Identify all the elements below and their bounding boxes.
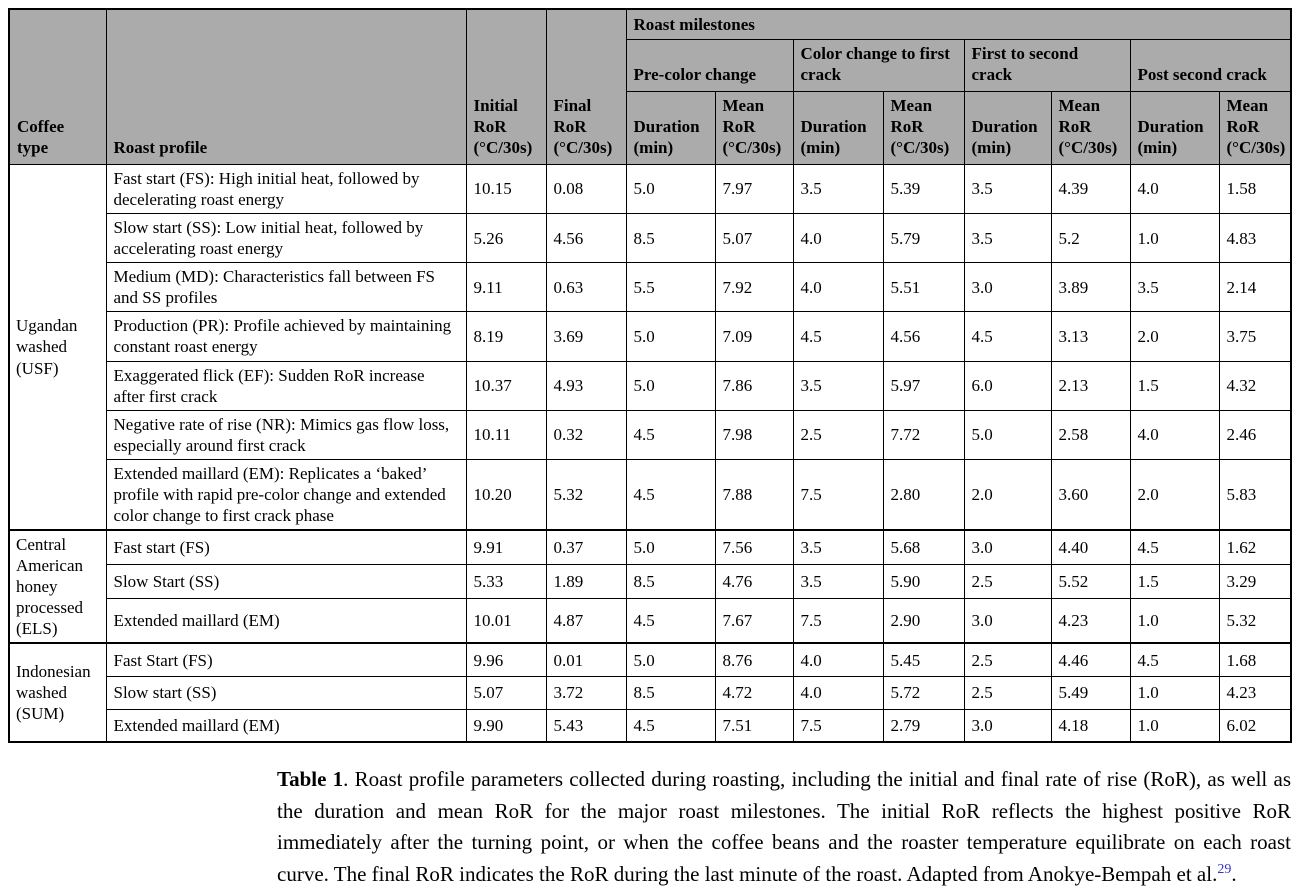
coffee-type-cell: Ugandan washed (USF) xyxy=(9,164,106,530)
value-cell: 0.63 xyxy=(546,263,626,312)
value-cell: 4.5 xyxy=(626,598,715,643)
value-cell: 4.32 xyxy=(1219,361,1291,410)
value-cell: 0.08 xyxy=(546,164,626,213)
coffee-type-cell: Indonesian washed (SUM) xyxy=(9,643,106,742)
value-cell: 0.37 xyxy=(546,530,626,564)
value-cell: 3.89 xyxy=(1051,263,1130,312)
value-cell: 1.0 xyxy=(1130,709,1219,742)
value-cell: 5.0 xyxy=(626,312,715,361)
value-cell: 2.5 xyxy=(964,643,1051,676)
roast-profile-cell: Fast start (FS) xyxy=(106,530,466,564)
roast-profile-cell: Medium (MD): Characteristics fall between FS and SS profiles xyxy=(106,263,466,312)
value-cell: 10.15 xyxy=(466,164,546,213)
table-row xyxy=(9,643,1291,676)
subcol-header-mean-ror: Mean RoR (°C/30s) xyxy=(715,91,793,164)
value-cell: 5.0 xyxy=(626,643,715,676)
header-roast-milestones: Roast milestones xyxy=(626,9,1291,39)
value-cell: 4.5 xyxy=(1130,530,1219,564)
value-cell: 1.68 xyxy=(1219,643,1291,676)
value-cell: 6.0 xyxy=(964,361,1051,410)
table-row xyxy=(9,263,1291,312)
value-cell: 5.0 xyxy=(964,410,1051,459)
table-row xyxy=(9,676,1291,709)
value-cell: 7.88 xyxy=(715,459,793,530)
roast-profile-cell: Exaggerated flick (EF): Sudden RoR increase after first crack xyxy=(106,361,466,410)
value-cell: 5.07 xyxy=(715,214,793,263)
col-header-final-ror: Final RoR (°C/30s) xyxy=(546,9,626,164)
value-cell: 3.5 xyxy=(964,214,1051,263)
value-cell: 5.68 xyxy=(883,530,964,564)
value-cell: 7.67 xyxy=(715,598,793,643)
phase-header-color-change-to-first-crack: Color change to first crack xyxy=(793,39,964,91)
roast-profile-cell: Extended maillard (EM) xyxy=(106,598,466,643)
value-cell: 4.0 xyxy=(793,214,883,263)
value-cell: 3.5 xyxy=(793,361,883,410)
subcol-header-duration: Duration (min) xyxy=(793,91,883,164)
value-cell: 7.5 xyxy=(793,709,883,742)
value-cell: 4.72 xyxy=(715,676,793,709)
value-cell: 7.09 xyxy=(715,312,793,361)
value-cell: 5.39 xyxy=(883,164,964,213)
value-cell: 3.13 xyxy=(1051,312,1130,361)
reference-link-29[interactable]: 29 xyxy=(1217,861,1232,877)
value-cell: 1.0 xyxy=(1130,598,1219,643)
table-row xyxy=(9,564,1291,598)
table-row xyxy=(9,214,1291,263)
subcol-header-mean-ror: Mean RoR (°C/30s) xyxy=(1219,91,1291,164)
value-cell: 7.86 xyxy=(715,361,793,410)
value-cell: 1.5 xyxy=(1130,564,1219,598)
value-cell: 4.0 xyxy=(793,676,883,709)
value-cell: 5.97 xyxy=(883,361,964,410)
value-cell: 4.0 xyxy=(1130,410,1219,459)
value-cell: 4.93 xyxy=(546,361,626,410)
value-cell: 3.60 xyxy=(1051,459,1130,530)
value-cell: 4.0 xyxy=(1130,164,1219,213)
roast-profile-cell: Production (PR): Profile achieved by maintaining constant roast energy xyxy=(106,312,466,361)
value-cell: 4.23 xyxy=(1051,598,1130,643)
value-cell: 1.0 xyxy=(1130,214,1219,263)
value-cell: 2.5 xyxy=(793,410,883,459)
subcol-header-mean-ror: Mean RoR (°C/30s) xyxy=(1051,91,1130,164)
value-cell: 1.0 xyxy=(1130,676,1219,709)
value-cell: 2.13 xyxy=(1051,361,1130,410)
col-header-roast-profile: Roast profile xyxy=(106,9,466,164)
value-cell: 5.43 xyxy=(546,709,626,742)
value-cell: 4.56 xyxy=(546,214,626,263)
value-cell: 1.62 xyxy=(1219,530,1291,564)
table-row xyxy=(9,709,1291,742)
value-cell: 4.40 xyxy=(1051,530,1130,564)
value-cell: 7.51 xyxy=(715,709,793,742)
value-cell: 8.19 xyxy=(466,312,546,361)
value-cell: 2.14 xyxy=(1219,263,1291,312)
value-cell: 5.26 xyxy=(466,214,546,263)
value-cell: 8.76 xyxy=(715,643,793,676)
value-cell: 5.83 xyxy=(1219,459,1291,530)
value-cell: 5.32 xyxy=(546,459,626,530)
value-cell: 4.18 xyxy=(1051,709,1130,742)
phase-header-first-to-second-crack: First to second crack xyxy=(964,39,1130,91)
value-cell: 7.56 xyxy=(715,530,793,564)
table-row xyxy=(9,530,1291,564)
value-cell: 3.0 xyxy=(964,530,1051,564)
value-cell: 5.0 xyxy=(626,164,715,213)
roast-profile-cell: Slow Start (SS) xyxy=(106,564,466,598)
value-cell: 2.80 xyxy=(883,459,964,530)
value-cell: 5.2 xyxy=(1051,214,1130,263)
value-cell: 7.98 xyxy=(715,410,793,459)
value-cell: 2.5 xyxy=(964,564,1051,598)
value-cell: 3.5 xyxy=(793,530,883,564)
value-cell: 3.69 xyxy=(546,312,626,361)
caption-final-period: . xyxy=(1231,861,1237,886)
value-cell: 9.11 xyxy=(466,263,546,312)
value-cell: 10.01 xyxy=(466,598,546,643)
value-cell: 10.20 xyxy=(466,459,546,530)
value-cell: 5.33 xyxy=(466,564,546,598)
value-cell: 4.0 xyxy=(793,263,883,312)
value-cell: 3.5 xyxy=(964,164,1051,213)
roast-profile-cell: Extended maillard (EM): Replicates a ‘baked’ profile with rapid pre-color change and extended color change to first crack phase xyxy=(106,459,466,530)
value-cell: 0.01 xyxy=(546,643,626,676)
value-cell: 5.52 xyxy=(1051,564,1130,598)
value-cell: 7.97 xyxy=(715,164,793,213)
value-cell: 9.96 xyxy=(466,643,546,676)
value-cell: 5.0 xyxy=(626,530,715,564)
roast-profile-cell: Negative rate of rise (NR): Mimics gas flow loss, especially around first crack xyxy=(106,410,466,459)
value-cell: 9.90 xyxy=(466,709,546,742)
coffee-type-cell: Central American honey processed (ELS) xyxy=(9,530,106,643)
value-cell: 9.91 xyxy=(466,530,546,564)
value-cell: 7.5 xyxy=(793,459,883,530)
value-cell: 3.0 xyxy=(964,263,1051,312)
value-cell: 0.32 xyxy=(546,410,626,459)
value-cell: 8.5 xyxy=(626,564,715,598)
table-row xyxy=(9,312,1291,361)
subcol-header-duration: Duration (min) xyxy=(964,91,1051,164)
value-cell: 4.5 xyxy=(1130,643,1219,676)
subcol-header-duration: Duration (min) xyxy=(626,91,715,164)
value-cell: 5.5 xyxy=(626,263,715,312)
value-cell: 4.23 xyxy=(1219,676,1291,709)
value-cell: 3.0 xyxy=(964,709,1051,742)
table-row xyxy=(9,361,1291,410)
value-cell: 4.87 xyxy=(546,598,626,643)
value-cell: 2.5 xyxy=(964,676,1051,709)
value-cell: 5.51 xyxy=(883,263,964,312)
value-cell: 3.5 xyxy=(1130,263,1219,312)
subcol-header-mean-ror: Mean RoR (°C/30s) xyxy=(883,91,964,164)
table-row xyxy=(9,164,1291,213)
value-cell: 4.76 xyxy=(715,564,793,598)
value-cell: 5.45 xyxy=(883,643,964,676)
roast-profile-cell: Fast start (FS): High initial heat, followed by decelerating roast energy xyxy=(106,164,466,213)
value-cell: 2.46 xyxy=(1219,410,1291,459)
phase-header-post-second-crack: Post second crack xyxy=(1130,39,1291,91)
value-cell: 6.02 xyxy=(1219,709,1291,742)
value-cell: 3.72 xyxy=(546,676,626,709)
roast-profile-cell: Slow start (SS) xyxy=(106,676,466,709)
value-cell: 7.72 xyxy=(883,410,964,459)
value-cell: 4.56 xyxy=(883,312,964,361)
value-cell: 5.79 xyxy=(883,214,964,263)
value-cell: 3.5 xyxy=(793,564,883,598)
value-cell: 2.0 xyxy=(1130,312,1219,361)
value-cell: 5.32 xyxy=(1219,598,1291,643)
value-cell: 4.46 xyxy=(1051,643,1130,676)
value-cell: 1.5 xyxy=(1130,361,1219,410)
value-cell: 5.72 xyxy=(883,676,964,709)
caption-label: Table 1 xyxy=(277,767,344,792)
value-cell: 8.5 xyxy=(626,676,715,709)
caption-text: . Roast profile parameters collected during roasting, including the initial and final rate of rise (RoR), as well as the duration and mean RoR for the major roast milestones. The initial RoR reflects the highest positive RoR immediately after the turning point, or when the coffee beans and the roaster temperature equilibrate on each roast curve. The final RoR indicates the RoR during the last minute of the roast. Adapted from Anokye-Bempah et al. xyxy=(277,767,1291,886)
value-cell: 2.0 xyxy=(1130,459,1219,530)
value-cell: 2.58 xyxy=(1051,410,1130,459)
value-cell: 4.83 xyxy=(1219,214,1291,263)
col-header-coffee-type: Coffee type xyxy=(9,9,106,164)
value-cell: 3.5 xyxy=(793,164,883,213)
value-cell: 2.90 xyxy=(883,598,964,643)
value-cell: 3.75 xyxy=(1219,312,1291,361)
table-row xyxy=(9,459,1291,530)
value-cell: 10.11 xyxy=(466,410,546,459)
roast-profile-cell: Extended maillard (EM) xyxy=(106,709,466,742)
value-cell: 7.92 xyxy=(715,263,793,312)
value-cell: 2.0 xyxy=(964,459,1051,530)
table-row xyxy=(9,598,1291,643)
value-cell: 4.5 xyxy=(626,709,715,742)
phase-header-pre-color-change: Pre-color change xyxy=(626,39,793,91)
header-row-milestones xyxy=(9,9,1291,39)
value-cell: 2.79 xyxy=(883,709,964,742)
value-cell: 10.37 xyxy=(466,361,546,410)
table-header xyxy=(9,9,1291,164)
value-cell: 5.49 xyxy=(1051,676,1130,709)
roast-profile-cell: Slow start (SS): Low initial heat, followed by accelerating roast energy xyxy=(106,214,466,263)
value-cell: 3.0 xyxy=(964,598,1051,643)
value-cell: 1.89 xyxy=(546,564,626,598)
table-row xyxy=(9,410,1291,459)
value-cell: 5.07 xyxy=(466,676,546,709)
table-caption xyxy=(277,764,1291,890)
value-cell: 5.90 xyxy=(883,564,964,598)
value-cell: 4.39 xyxy=(1051,164,1130,213)
value-cell: 4.5 xyxy=(964,312,1051,361)
value-cell: 1.58 xyxy=(1219,164,1291,213)
value-cell: 3.29 xyxy=(1219,564,1291,598)
roast-parameters-table xyxy=(8,8,1292,743)
value-cell: 4.5 xyxy=(626,410,715,459)
subcol-header-duration: Duration (min) xyxy=(1130,91,1219,164)
value-cell: 7.5 xyxy=(793,598,883,643)
value-cell: 8.5 xyxy=(626,214,715,263)
value-cell: 5.0 xyxy=(626,361,715,410)
table-body xyxy=(9,164,1291,742)
value-cell: 4.5 xyxy=(626,459,715,530)
value-cell: 4.0 xyxy=(793,643,883,676)
roast-profile-cell: Fast Start (FS) xyxy=(106,643,466,676)
col-header-initial-ror: Initial RoR (°C/30s) xyxy=(466,9,546,164)
value-cell: 4.5 xyxy=(793,312,883,361)
